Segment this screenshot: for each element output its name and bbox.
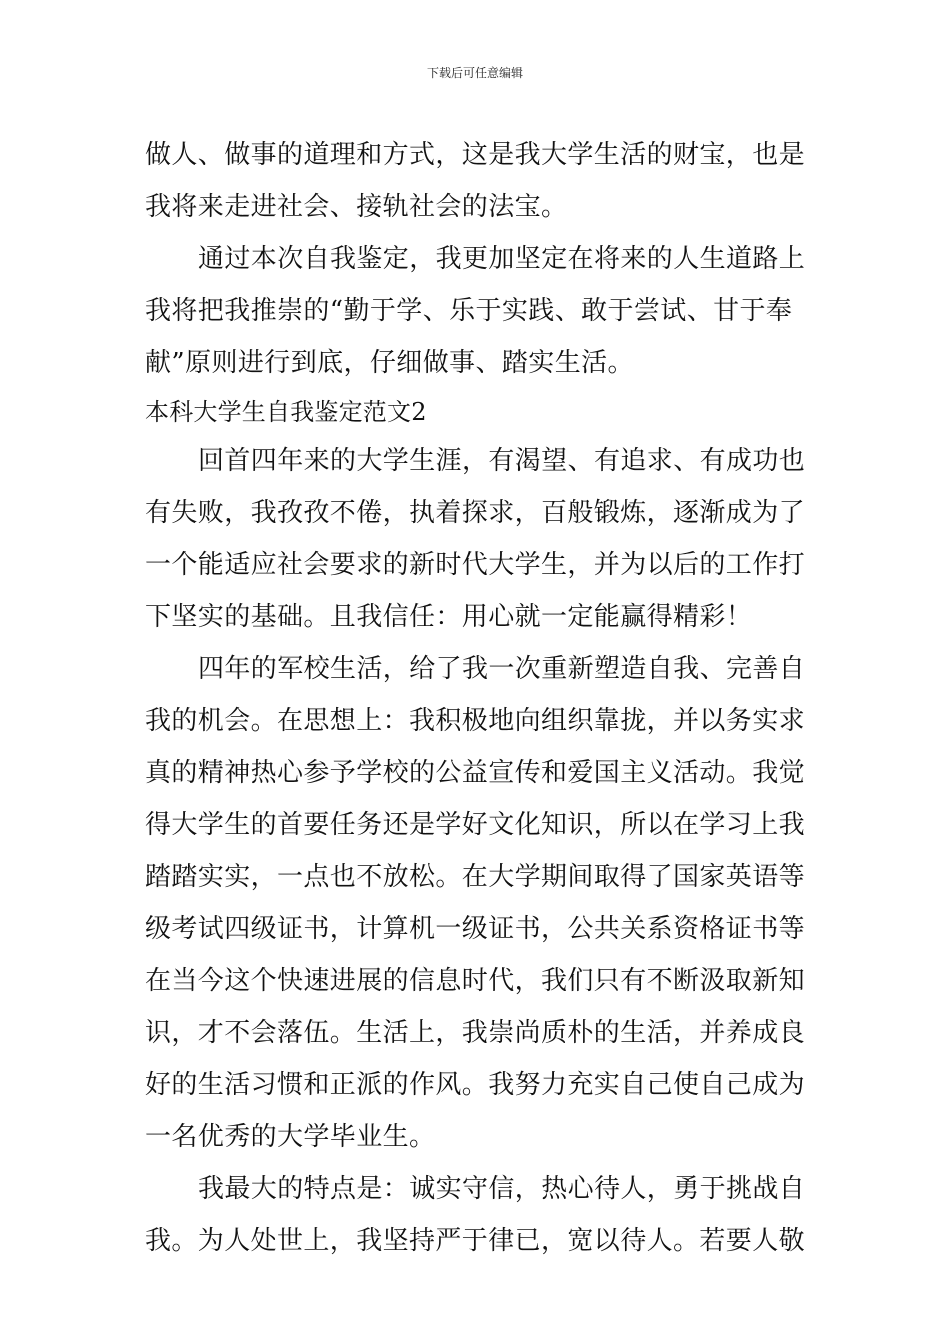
text-line: 我将来走进社会、接轨社会的法宝。 [145,192,568,222]
text-line: 做人、做事的道理和方式，这是我大学生活的财宝，也是 [145,140,806,170]
text-line: 得大学生的首要任务还是学好文化知识，所以在学习上我 [145,810,806,840]
text-line: 在当今这个快速进展的信息时代，我们只有不断汲取新知 [145,966,806,996]
text-line: 下坚实的基础。且我信任：用心就一定能赢得精彩！ [145,602,753,632]
text-line: 有失败，我孜孜不倦，执着探求，百般锻炼，逐渐成为了 [145,498,806,528]
text-line: 四年的军校生活，给了我一次重新塑造自我、完善自 [198,654,806,684]
text-line: 好的生活习惯和正派的作风。我努力充实自己使自己成为 [145,1070,806,1100]
text-line: 一个能适应社会要求的新时代大学生，并为以后的工作打 [145,550,806,580]
document-body [145,129,809,1267]
text-line: 识，才不会落伍。生活上，我崇尚质朴的生活，并养成良 [145,1018,806,1048]
section-heading: 本科大学生自我鉴定范文2 [145,398,427,426]
text-line: 一名优秀的大学毕业生。 [145,1122,436,1152]
text-line: 我将把我推崇的“勤于学、乐于实践、敢于尝试、甘于奉 [145,296,793,326]
text-line: 我。为人处世上，我坚持严于律已，宽以待人。若要人敬 [145,1226,806,1256]
text-line: 我最大的特点是：诚实守信，热心待人，勇于挑战自 [198,1174,806,1204]
text-line: 踏踏实实，一点也不放松。在大学期间取得了国家英语等 [145,862,806,892]
text-line: 献”原则进行到底，仔细做事、踏实生活。 [145,348,634,378]
text-line: 真的精神热心参予学校的公益宣传和爱国主义活动。我觉 [145,758,806,788]
text-line: 回首四年来的大学生涯，有渴望、有追求、有成功也 [198,446,806,476]
text-line: 通过本次自我鉴定，我更加坚定在将来的人生道路上 [198,244,806,274]
page-header: 下载后可任意编辑 [426,66,523,80]
text-line: 级考试四级证书，计算机一级证书，公共关系资格证书等 [145,914,806,944]
text-line: 我的机会。在思想上：我积极地向组织靠拢，并以务实求 [145,706,806,736]
